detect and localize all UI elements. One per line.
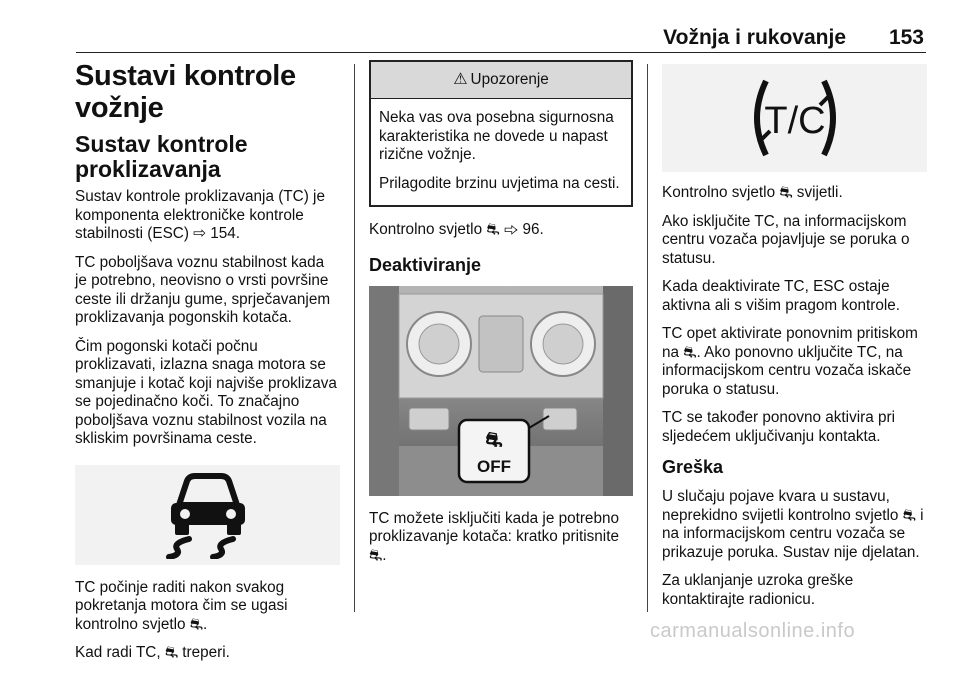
paragraph: Ako isključite TC, na informacijskom centru vozača pojavljuje se poruka o statusu. <box>662 212 910 267</box>
column-3 <box>662 60 927 619</box>
warning-box <box>369 60 633 207</box>
skidding-car-icon <box>163 471 253 559</box>
section-title: Sustavi kontrole vožnje <box>75 60 296 124</box>
warning-title: Upozorenje <box>470 70 549 88</box>
traction-control-illustration <box>75 465 340 565</box>
warning-triangle-icon: ⚠ <box>453 70 468 88</box>
paragraph: TC se također ponovno aktivira pri sljedećem uključivanju kontakta. <box>662 409 895 445</box>
column-1 <box>75 60 340 673</box>
subheading-fault: Greška <box>662 457 724 477</box>
paragraph: Kada deaktivirate TC, ESC ostaje aktivna ali s višim pragom kontrole. <box>662 278 901 314</box>
tc-off-warning-light-icon <box>740 73 850 163</box>
paragraph: Kontrolno svjetlo ⛐ ⇨ 96. <box>369 221 544 238</box>
paragraph: Za uklanjanje uzroka greške kontaktirajte radionicu. <box>662 572 854 608</box>
tc-off-car-icon: ⛐ <box>485 428 503 451</box>
warning-body <box>371 99 631 205</box>
subsection-title-line: Sustav kontrole <box>75 131 248 157</box>
paragraph: Neka vas ova posebna sigurnosna karakteristika ne dovede u napast rizične vožnje. <box>379 109 614 163</box>
tc-warning-light-illustration <box>662 64 927 172</box>
chapter-title: Vožnja i rukovanje <box>663 26 846 49</box>
paragraph: TC opet aktivirate ponovnim pritiskom na ⛐. Ako ponovno uključite TC, na informacijskom centru vozača iskače poruka o statusu. <box>662 325 918 398</box>
tc-symbol: T/C <box>763 100 826 142</box>
paragraph: Prilagodite brzinu uvjetima na cesti. <box>379 174 620 192</box>
paragraph: U slučaju pojave kvara u sustavu, neprekidno svijetli kontrolno svjetlo ⛐ i na informacijskom centru vozača se prikazuje poruka. Sustav nije djelatan. <box>662 488 924 561</box>
column-divider <box>647 64 648 612</box>
subheading-deactivation: Deaktiviranje <box>369 254 482 275</box>
column-divider <box>354 64 355 612</box>
page-number: 153 <box>888 26 924 49</box>
page-header <box>76 24 926 53</box>
column-2 <box>369 60 633 575</box>
watermark: carmanualsonline.info <box>650 620 856 642</box>
paragraph: Čim pogonski kotači počnu proklizavati, izlazna snaga motora se smanjuje i kotač koji najviše proklizava se pojedinačno koči. To značajno poboljšava voznu stabilnost vozila na skliskim površinama ceste. <box>75 337 337 447</box>
paragraph: Kad radi TC, ⛐ treperi. <box>75 644 230 661</box>
paragraph: Kontrolno svjetlo ⛐ svijetli. <box>662 184 843 201</box>
center-console-image <box>369 286 633 496</box>
tc-off-button-label: OFF <box>477 456 511 476</box>
paragraph: TC možete isključiti kada je potrebno proklizavanje kotača: kratko pritisnite ⛐. <box>369 509 619 564</box>
subsection-title-line: proklizavanja <box>75 156 221 182</box>
console-photo <box>369 286 633 496</box>
warning-header <box>371 62 631 99</box>
paragraph: TC poboljšava voznu stabilnost kada je potrebno, neovisno o vrsti površine ceste ili držanju gume, sprječavanjem proklizavanja pogonskih kotača. <box>75 253 331 326</box>
paragraph: TC počinje raditi nakon svakog pokretanja motora čim se ugasi kontrolno svjetlo ⛐. <box>75 578 288 633</box>
paragraph: Sustav kontrole proklizavanja (TC) je komponenta elektroničke kontrole stabilnosti (ESC) ⇨ 154. <box>75 188 325 242</box>
subsection-title <box>75 132 340 182</box>
